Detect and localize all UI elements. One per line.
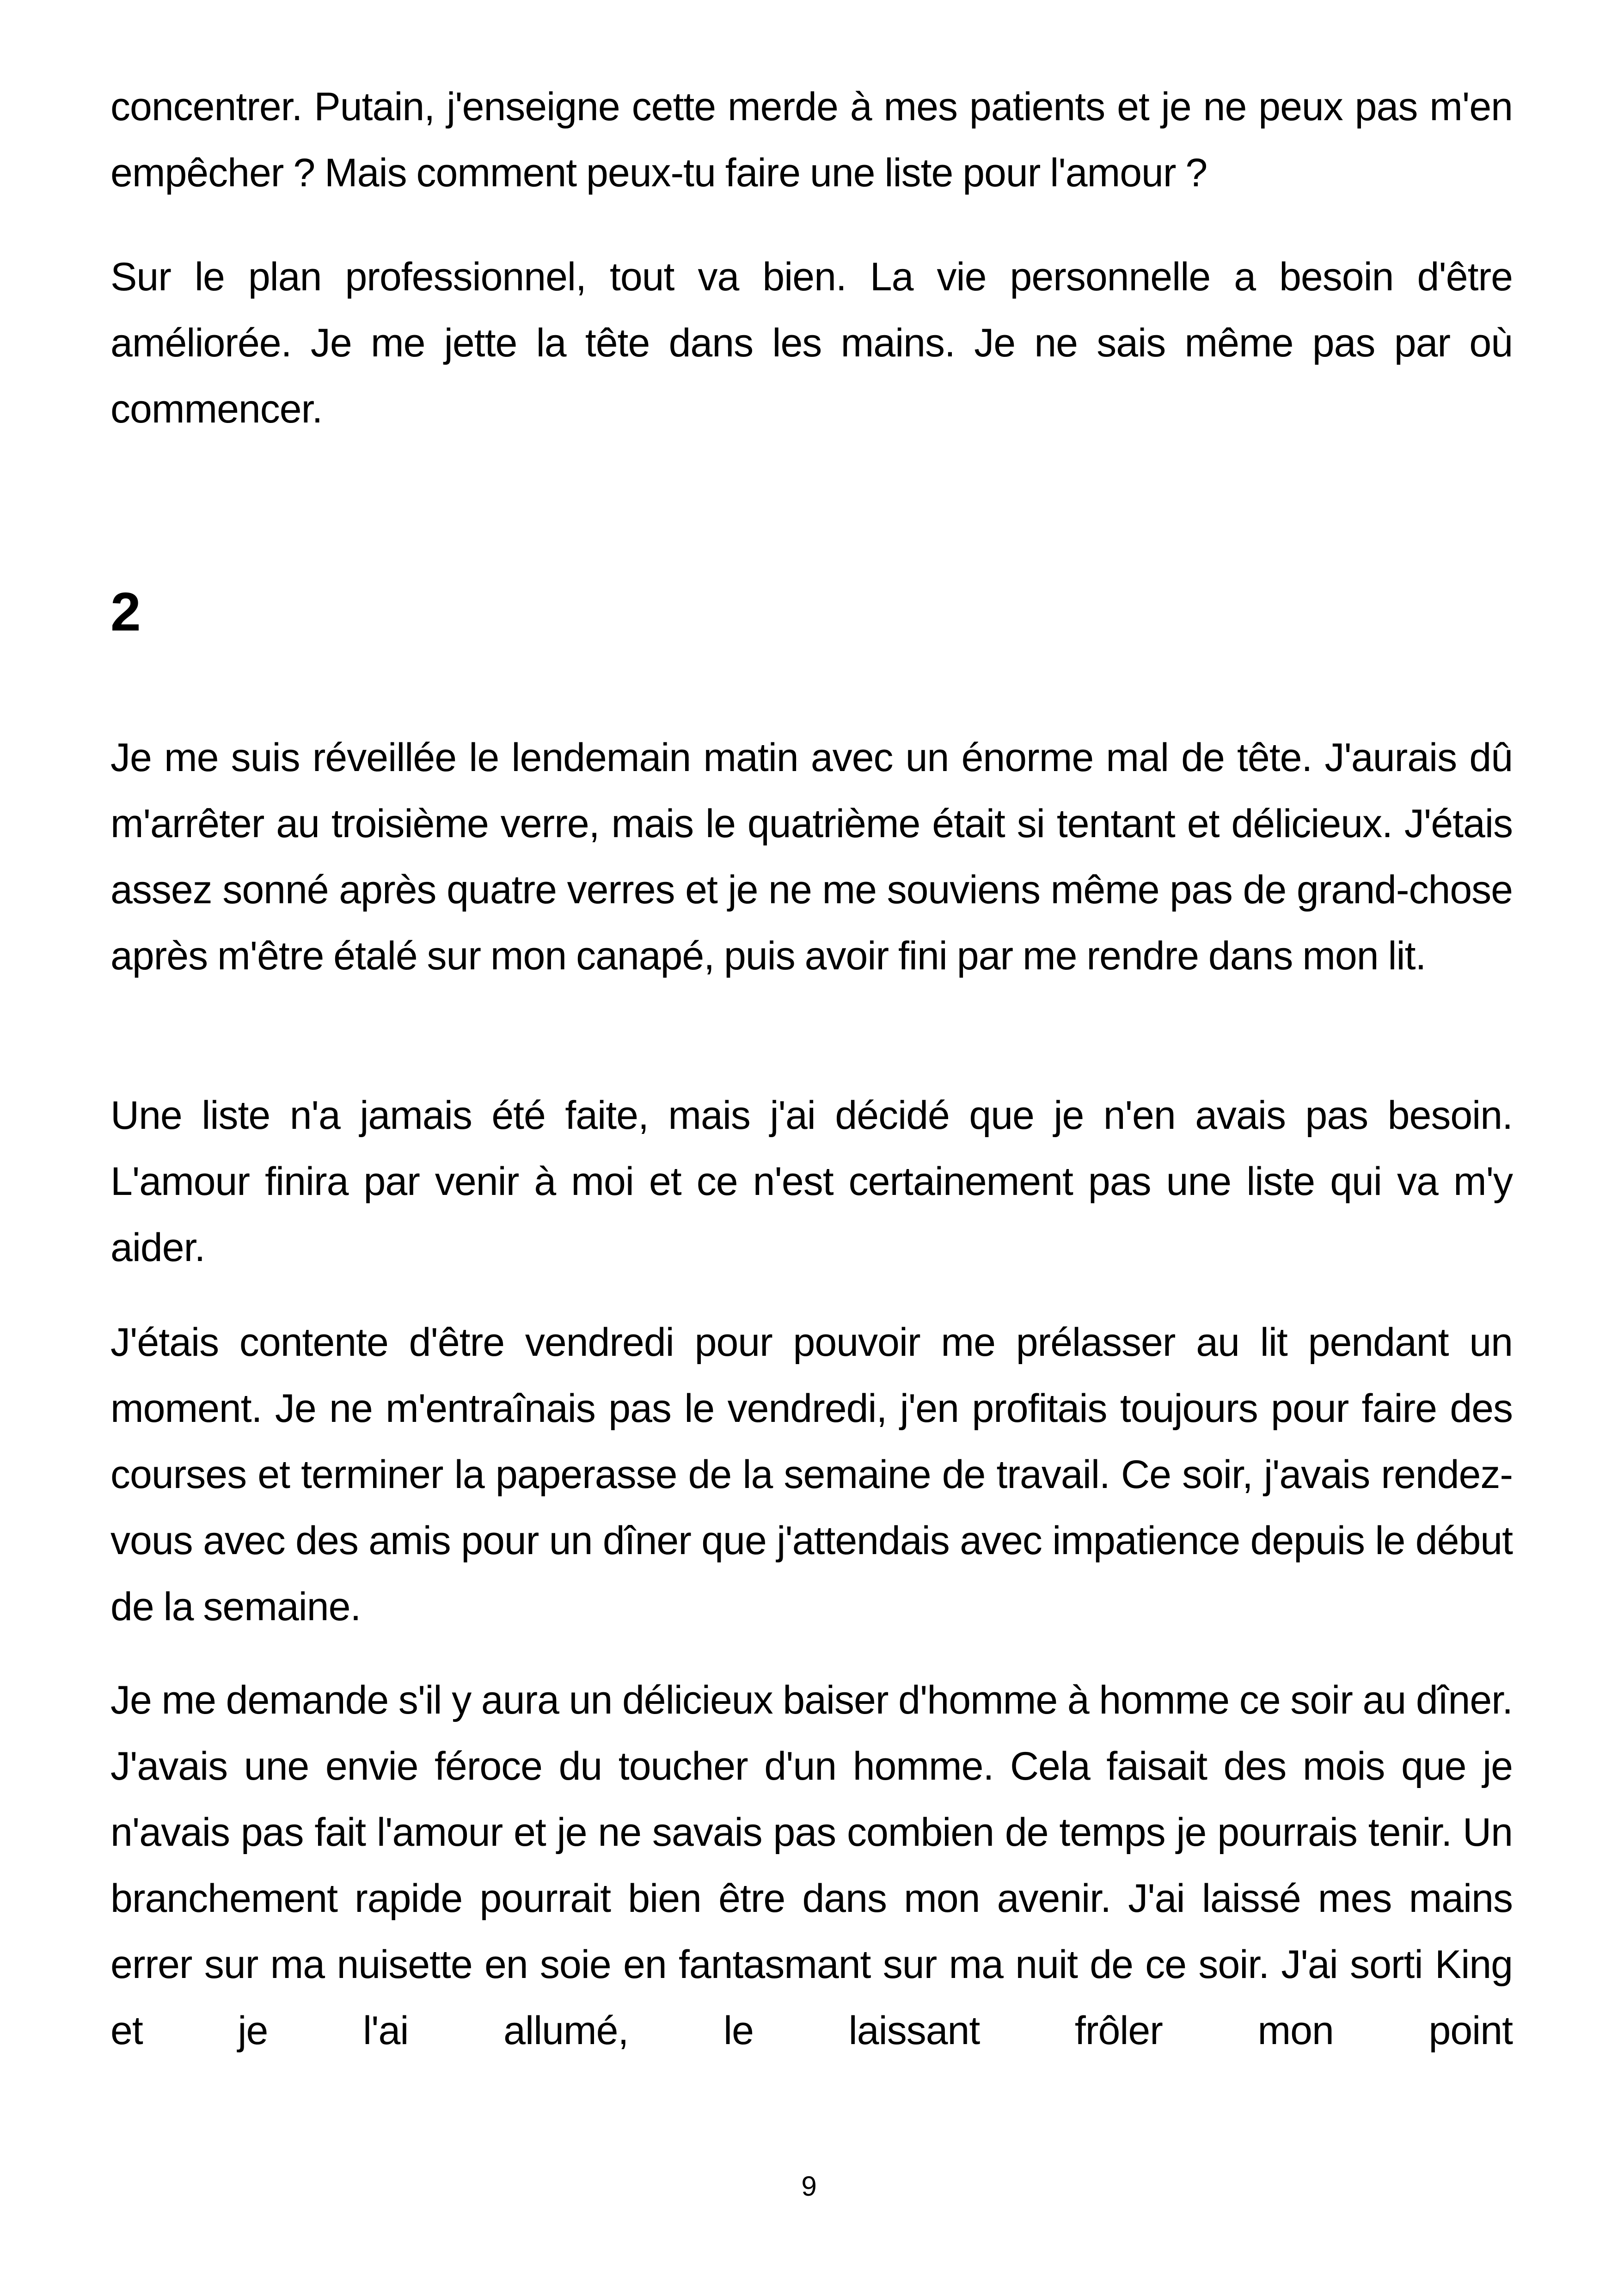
page-number: 9: [801, 2171, 817, 2202]
paragraph: Je me suis réveillée le lendemain matin avec un énorme mal de tête. J'aurais dû m'arrêter au troisième verre, mais le quatrième était si tentant et délicieux. J'étais assez sonné après quatre verres et je ne me souviens même pas de grand-chose après m'être étalé sur mon canapé, puis avoir fini par me rendre dans mon lit.: [110, 735, 1513, 978]
chapter-number: 2: [110, 582, 141, 643]
paragraph-continued: concentrer. Putain, j'enseigne cette merde à mes patients et je ne peux pas m'en empêcher ? Mais comment peux-tu faire une liste pour l'amour ?: [110, 85, 1513, 195]
paragraph: J'étais contente d'être vendredi pour pouvoir me prélasser au lit pendant un moment. Je ne m'entraînais pas le vendredi, j'en profitais toujours pour faire des courses et terminer la paperasse de la semaine de travail. Ce soir, j'avais rendez-vous avec des amis pour un dîner que j'attendais avec impatience depuis le début de la semaine.: [110, 1320, 1513, 1629]
paragraph: Sur le plan professionnel, tout va bien. La vie personnelle a besoin d'être améliorée. Je me jette la tête dans les mains. Je ne sais même pas par où commencer.: [110, 255, 1513, 431]
paragraph: Une liste n'a jamais été faite, mais j'ai décidé que je n'en avais pas besoin. L'amour finira par venir à moi et ce n'est certainement pas une liste qui va m'y aider.: [110, 1093, 1513, 1270]
paragraph-continues: Je me demande s'il y aura un délicieux baiser d'homme à homme ce soir au dîner. J'avais une envie féroce du toucher d'un homme. Cela faisait des mois que je n'avais pas fait l'amour et je ne savais pas combien de temps je pourrais tenir. Un branchement rapide pourrait bien être dans mon avenir. J'ai laissé mes mains errer sur ma nuisette en soie en fantasmant sur ma nuit de ce soir. J'ai sorti King et je l'ai allumé, le laissant frôler mon point: [110, 1678, 1513, 2053]
